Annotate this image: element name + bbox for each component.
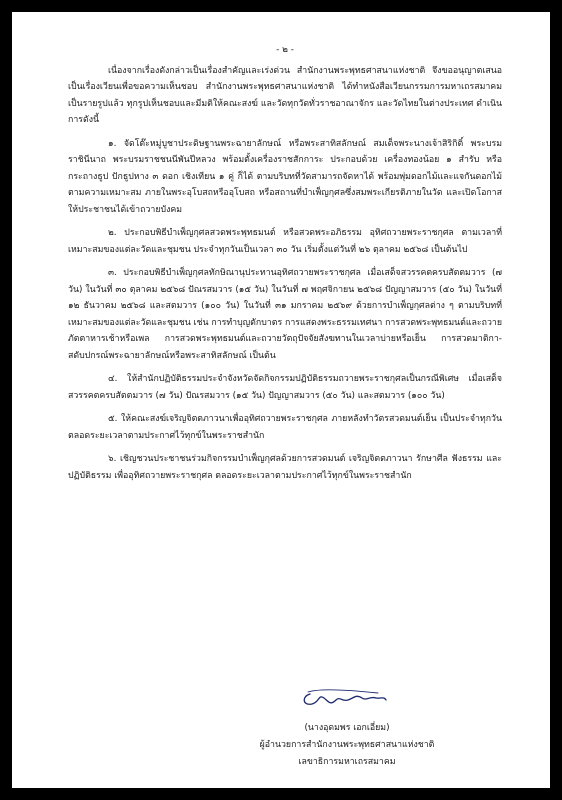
paragraph-item-1: ๑. จัดโต๊ะหมู่บูชาประดิษฐานพระฉายาลักษณ์ หรือพระสาทิสลักษณ์ สมเด็จพระนางเจ้าสิริกิติ์ พระบรมราชินีนาถ พระบรมราชชนนีพันปีหลวง พร้อมตั้งเครื่องราชสักการะ ประกอบด้วย เครื่องทองน้อย ๑ สำรับ หรือกระถางธูป ปักธูปหาง ๓ ดอก เชิงเทียน ๑ คู่ ก็ได้ ตามบริบทที่วัดสามารถจัดหาได้ พร้อมพุ่มดอกไม้และแจกันดอกไม้ตามความเหมาะสม ภายในพระอุโบสถหรืออุโบสถ หรือสถานที่บำเพ็ญกุศลซึ่งสมพระเกียรติภายในวัด และเปิดโอกาสให้ประชาชนได้เข้าถวายบังคม — [68, 138, 502, 215]
paragraph-item-3: ๓. ประกอบพิธีบำเพ็ญกุศลทักษิณานุประทานอุทิศถวายพระราชกุศล เมื่อเสด็จสวรรคตครบสัตตมวาร (๗ วัน) ในวันที่ ๓๐ ตุลาคม ๒๕๖๘ ปัณรสมวาร (๑๕ วัน) ในวันที่ ๗ พฤศจิกายน ๒๕๖๘ ปัญญาสมวาร (๕๐ วัน) ในวันที่ ๑๒ ธันวาคม ๒๕๖๘ และสตมวาร (๑๐๐ วัน) ในวันที่ ๓๑ มกราคม ๒๕๖๙ ด้วยการบำเพ็ญกุศลต่าง ๆ ตามบริบทที่เหมาะสมของแต่ละวัดและชุมชน เช่น การทำบุญตักบาตร การแสดงพระธรรมเทศนา การสวดพระพุทธมนต์และถวายภัตตาหารเช้าหรือเพล การสวดพระพุทธมนต์และถวายวัตถุปัจจัยสังฆทานในเวลาบ่ายหรือเย็น การสวดมาติกา-สดับปกรณ์พระฉายาลักษณ์หรือพระสาทิสลักษณ์ เป็นต้น — [68, 268, 502, 361]
signature-block — [212, 720, 482, 771]
paragraph-item-5: ๕. ให้คณะสงฆ์เจริญจิตตภาวนาเพื่ออุทิศถวายพระราชกุศล ภายหลังทำวัตรสวดมนต์เย็น เป็นประจำทุกวัน ตลอดระยะเวลาตามประกาศไว้ทุกข์ในพระราชสำนัก — [68, 414, 502, 441]
signatory-name: (นางอุดมพร เอกเอี่ยม) — [304, 723, 390, 733]
paragraph-item-2: ๒. ประกอบพิธีบำเพ็ญกุศลสวดพระพุทธมนต์ หรือสวดพระอภิธรรม อุทิศถวายพระราชกุศล ตามเวลาที่เหมาะสมของแต่ละวัดและชุมชน ประจำทุกวันเป็นเวลา ๓๐ วัน เริ่มตั้งแต่วันที่ ๒๖ ตุลาคม ๒๕๖๘ เป็นต้นไป — [68, 228, 502, 255]
paragraph-item-4: ๔. ให้สำนักปฏิบัติธรรมประจำจังหวัดจัดกิจกรรมปฏิบัติธรรมถวายพระราชกุศลเป็นกรณีพิเศษ เมื่อเสด็จสวรรคตครบสัตตมวาร (๗ วัน) ปัณรสมวาร (๑๕ วัน) ปัญญาสมวาร (๕๐ วัน) และสตมวาร (๑๐๐ วัน) — [68, 374, 502, 401]
paragraph-item-6: ๖. เชิญชวนประชาชนร่วมกิจกรรมบำเพ็ญกุศลด้วยการสวดมนต์ เจริญจิตตภาวนา รักษาศีล ฟังธรรม และปฏิบัติธรรม เพื่ออุทิศถวายพระราชกุศล ตลอดระยะเวลาตามประกาศไว้ทุกข์ในพระราชสำนัก — [68, 454, 502, 481]
paragraph-intro: เนื่องจากเรื่องดังกล่าวเป็นเรื่องสำคัญและเร่งด่วน สำนักงานพระพุทธศาสนาแห่งชาติ จึงขออนุญาตเสนอเป็นเรื่องเวียนเพื่อขอความเห็นชอบ สำนักงานพระพุทธศาสนาแห่งชาติ ได้ทำหนังสือเวียนกรรมการมหาเถรสมาคมเป็นรายรูปแล้ว ทุกรูปเห็นชอบและมีมติให้คณะสงฆ์ และวัดทุกวัดทั่วราชอาณาจักร และวัดไทยในต่างประเทศ ดำเนินการดังนี้ — [68, 65, 502, 125]
handwritten-signature — [280, 684, 430, 714]
page-number: - ๒ - — [276, 45, 294, 55]
signatory-position: ผู้อำนวยการสำนักงานพระพุทธศาสนาแห่งชาติ — [259, 740, 435, 750]
signatory-role: เลขาธิการมหาเถรสมาคม — [298, 757, 396, 767]
document-page — [12, 12, 550, 788]
